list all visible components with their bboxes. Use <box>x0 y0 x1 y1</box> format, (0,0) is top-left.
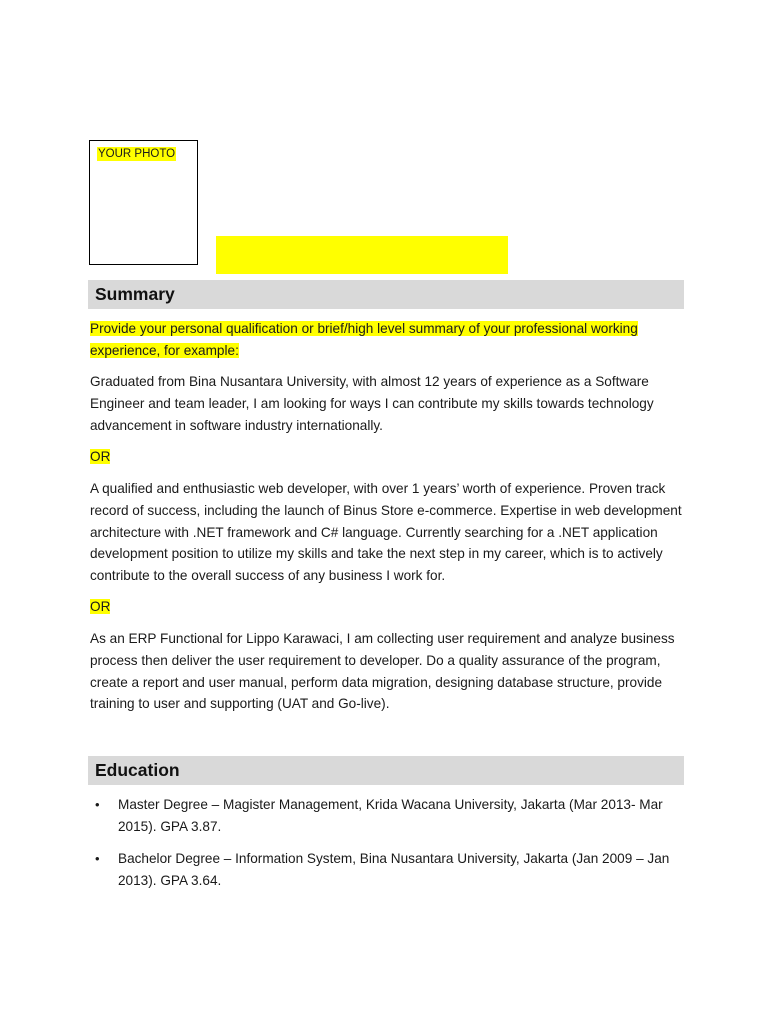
summary-instruction-text: Provide your personal qualification or brief/high level summary of your professional working experience, for example: <box>90 321 638 358</box>
summary-or-2 <box>90 596 684 618</box>
summary-example-1: Graduated from Bina Nusantara University, with almost 12 years of experience as a Software Engineer and team leader, I am looking for ways I can contribute my skills towards technology advancement in software industry internationally. <box>90 374 654 433</box>
bullet-icon: • <box>95 797 100 812</box>
bullet-icon: • <box>95 851 100 866</box>
education-list <box>90 794 684 902</box>
education-item <box>90 794 684 838</box>
summary-heading: Summary <box>88 280 684 309</box>
or-label: OR <box>90 449 111 464</box>
education-item <box>90 848 684 892</box>
or-label: OR <box>90 599 111 614</box>
education-item-text: Bachelor Degree – Information System, Bina Nusantara University, Jakarta (Jan 2009 – Jan 2013). GPA 3.64. <box>118 851 670 888</box>
summary-example-2: A qualified and enthusiastic web developer, with over 1 years’ worth of experience. Proven track record of success, including the launch of Binus Store e-commerce. Expertise in web development architecture with .NET framework and C# language. Currently searching for a .NET application development position to utilize my skills and take the next step in my career, which is to actively contribute to the overall success of any business I work for. <box>90 481 682 584</box>
summary-instruction <box>90 318 684 362</box>
summary-or-1 <box>90 446 684 468</box>
education-heading: Education <box>88 756 684 785</box>
photo-label: YOUR PHOTO <box>98 148 176 160</box>
education-item-text: Master Degree – Magister Management, Krida Wacana University, Jakarta (Mar 2013- Mar 2015). GPA 3.87. <box>118 797 663 834</box>
summary-example-3: As an ERP Functional for Lippo Karawaci, I am collecting user requirement and analyze business process then deliver the user requirement to developer. Do a quality assurance of the program, create a report and user manual, perform data migration, designing database structure, provide training to user and supporting (UAT and Go-live). <box>90 631 675 712</box>
name-placeholder-highlight <box>216 236 508 274</box>
photo-placeholder <box>89 140 198 265</box>
